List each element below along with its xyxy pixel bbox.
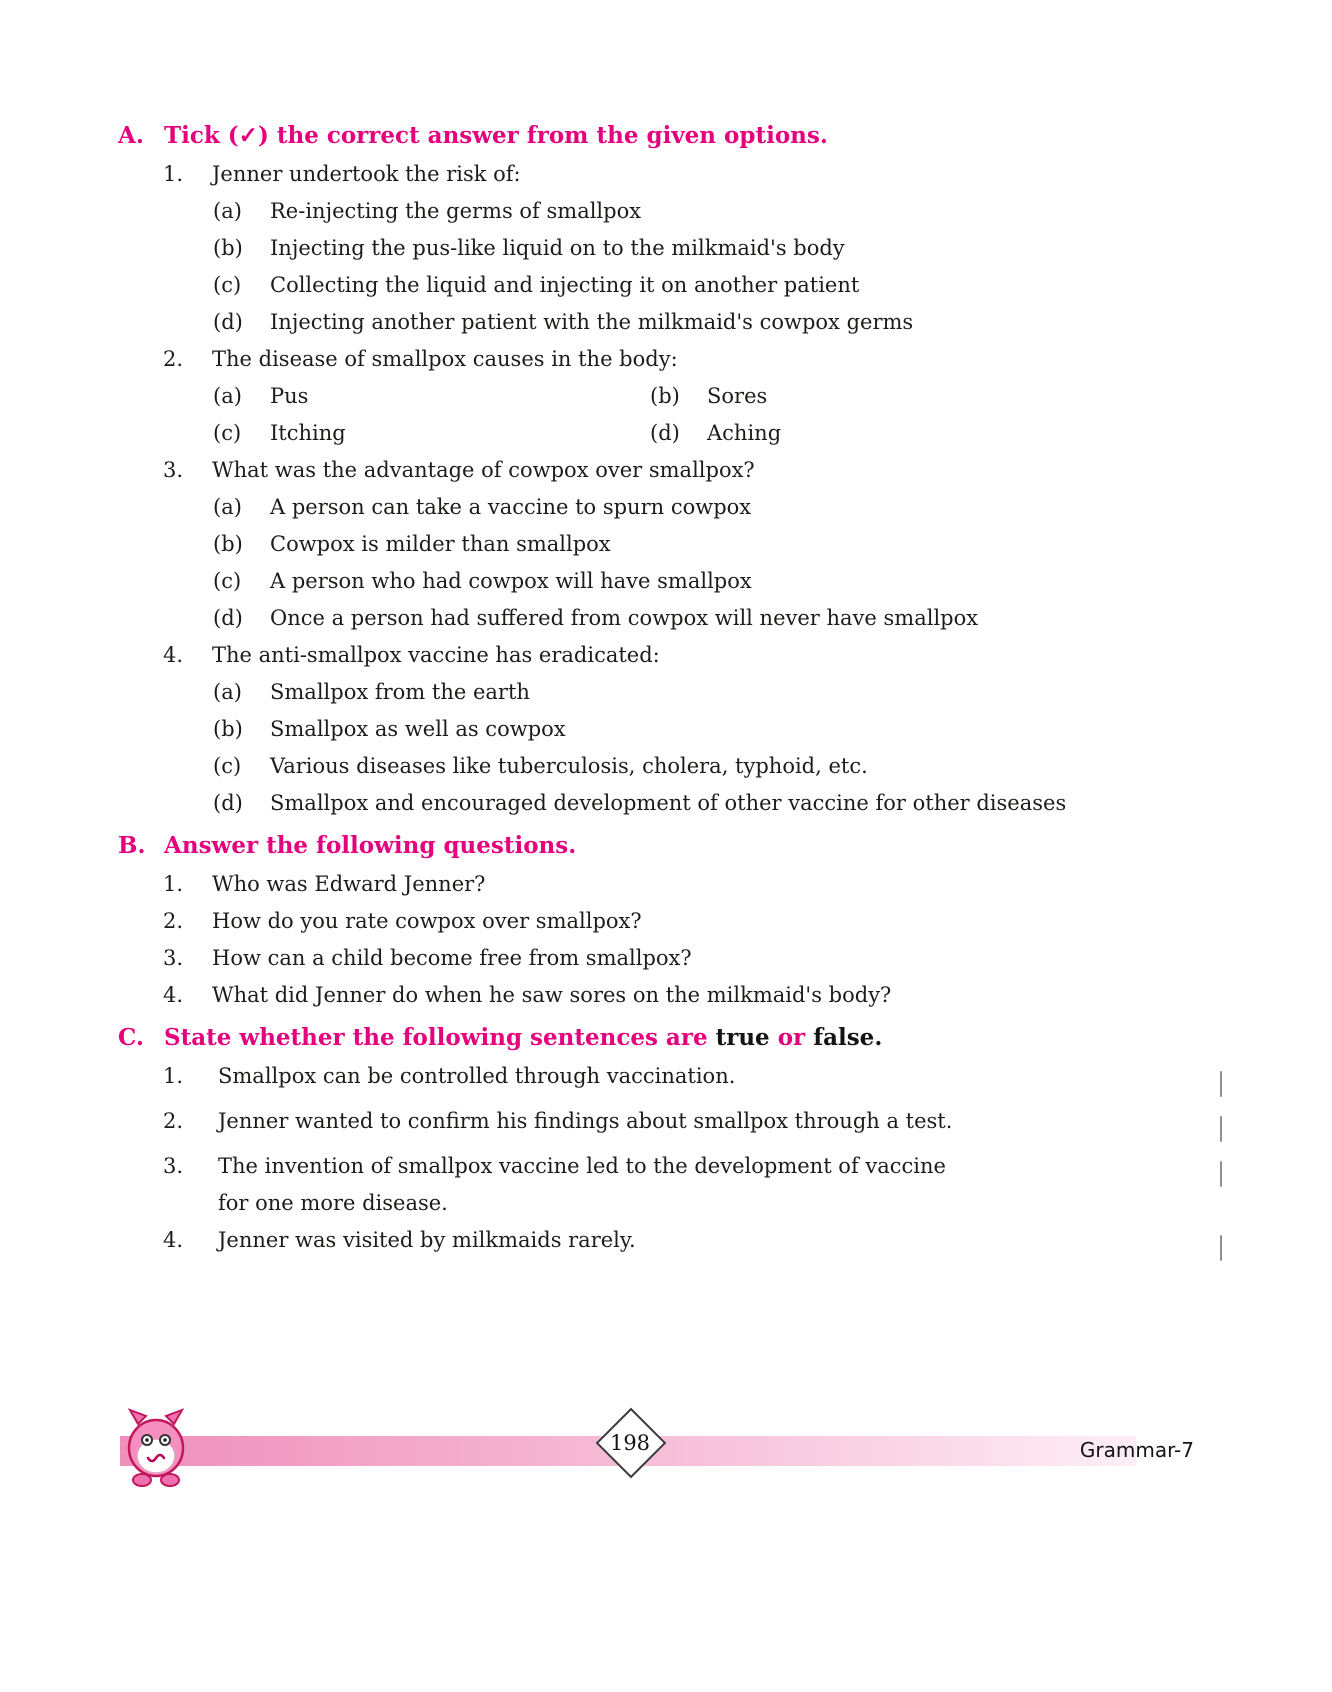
section-a-heading <box>118 116 1222 156</box>
statement-text: Smallpox can be controlled through vaccination. <box>218 1064 736 1088</box>
option-row <box>118 785 1222 822</box>
option-row <box>118 674 1222 711</box>
question <box>118 156 1222 193</box>
option <box>650 378 767 415</box>
option-letter: (a) <box>213 680 242 704</box>
section-a-title: Tick (✓) the correct answer from the given options. <box>164 122 828 149</box>
question <box>118 341 1222 378</box>
option-letter: (c) <box>213 754 242 778</box>
option-letter: (b) <box>213 717 243 741</box>
option-text: Smallpox as well as cowpox <box>270 717 566 741</box>
option-text: Itching <box>270 421 346 445</box>
option-letter: (d) <box>213 606 243 630</box>
word-true: true <box>715 1024 770 1051</box>
question <box>118 903 1222 940</box>
book-label: Grammar-7 <box>1079 1438 1194 1462</box>
question-text: How can a child become free from smallpox? <box>212 946 692 970</box>
option-letter: (a) <box>213 495 242 519</box>
question <box>118 940 1222 977</box>
question <box>118 637 1222 674</box>
section-c-letter: C. <box>118 1024 144 1051</box>
page-number: 198 <box>609 1431 651 1455</box>
option <box>650 415 781 452</box>
option-letter: (c) <box>213 421 242 445</box>
option-text: Various diseases like tuberculosis, cholera, typhoid, etc. <box>270 754 868 778</box>
section-b-title: Answer the following questions. <box>164 832 577 859</box>
option-row <box>118 304 1222 341</box>
option-letter: (d) <box>650 421 680 445</box>
option-text: Injecting the pus-like liquid on to the milkmaid's body <box>270 236 845 260</box>
option-letter: (a) <box>213 199 242 223</box>
question-number: 1. <box>163 162 184 186</box>
option-letter: (d) <box>213 310 243 334</box>
section-b-letter: B. <box>118 832 146 859</box>
question-text: What did Jenner do when he saw sores on the milkmaid's body? <box>212 983 892 1007</box>
option-row <box>118 563 1222 600</box>
question-text: What was the advantage of cowpox over smallpox? <box>212 458 755 482</box>
statement-text: Jenner wanted to confirm his findings about smallpox through a test. <box>218 1109 953 1133</box>
mascot-illustration <box>116 1406 196 1494</box>
true-false-item <box>118 1148 1222 1222</box>
question-number: 1. <box>163 872 184 896</box>
option <box>213 415 650 452</box>
question-text: Who was Edward Jenner? <box>212 872 486 896</box>
option-row <box>118 600 1222 637</box>
question-number: 3. <box>163 1154 184 1178</box>
option-letter: (c) <box>213 569 242 593</box>
option-letter: (b) <box>213 532 243 556</box>
question-number: 4. <box>163 643 184 667</box>
option-text: Cowpox is milder than smallpox <box>270 532 611 556</box>
option-text: A person can take a vaccine to spurn cowpox <box>270 495 752 519</box>
question-number: 2. <box>163 347 184 371</box>
option-text: Once a person had suffered from cowpox will never have smallpox <box>270 606 979 630</box>
option-row <box>118 267 1222 304</box>
true-false-checkbox[interactable] <box>1220 1235 1222 1261</box>
true-false-item <box>118 1222 1222 1267</box>
option-text: Sores <box>707 384 768 408</box>
question-text: Jenner undertook the risk of: <box>212 162 521 186</box>
section-c-title-prefix: State whether the following sentences are <box>164 1024 716 1051</box>
true-false-checkbox[interactable] <box>1220 1161 1222 1187</box>
question-text: The anti-smallpox vaccine has eradicated: <box>212 643 660 667</box>
option-row <box>118 748 1222 785</box>
word-or: or <box>769 1024 814 1051</box>
page-footer <box>0 1412 1332 1508</box>
question <box>118 866 1222 903</box>
section-c-title <box>164 1018 1222 1058</box>
question-number: 3. <box>163 458 184 482</box>
question-number: 2. <box>163 1109 184 1133</box>
option-text: A person who had cowpox will have smallpox <box>270 569 752 593</box>
word-false: false <box>813 1024 875 1051</box>
option-row <box>118 526 1222 563</box>
true-false-checkbox[interactable] <box>1220 1116 1222 1142</box>
question-number: 1. <box>163 1064 184 1088</box>
title-period: . <box>874 1024 883 1051</box>
question-number: 4. <box>163 983 184 1007</box>
option-text: Injecting another patient with the milkmaid's cowpox germs <box>270 310 914 334</box>
option-letter: (d) <box>213 791 243 815</box>
option-text: Smallpox and encouraged development of other vaccine for other diseases <box>270 791 1067 815</box>
statement-text: The invention of smallpox vaccine led to the development of vaccine for one more disease. <box>218 1154 946 1215</box>
question-number: 3. <box>163 946 184 970</box>
option-text: Pus <box>270 384 309 408</box>
question <box>118 977 1222 1014</box>
true-false-checkbox[interactable] <box>1220 1071 1222 1097</box>
option-row <box>118 711 1222 748</box>
question <box>118 452 1222 489</box>
question-text: How do you rate cowpox over smallpox? <box>212 909 642 933</box>
option-text: Smallpox from the earth <box>270 680 530 704</box>
option-letter: (b) <box>213 236 243 260</box>
option-text: Aching <box>707 421 782 445</box>
statement-text: Jenner was visited by milkmaids rarely. <box>218 1228 636 1252</box>
option-row <box>118 193 1222 230</box>
option-row <box>118 230 1222 267</box>
option-row <box>118 489 1222 526</box>
section-c-heading <box>118 1018 1222 1058</box>
true-false-item <box>118 1103 1222 1148</box>
question-number: 2. <box>163 909 184 933</box>
option-text: Collecting the liquid and injecting it on another patient <box>270 273 860 297</box>
option-row <box>118 378 1222 415</box>
question-text: The disease of smallpox causes in the body: <box>212 347 678 371</box>
option-letter: (a) <box>213 384 242 408</box>
option-row <box>118 415 1222 452</box>
option <box>213 378 650 415</box>
true-false-item <box>118 1058 1222 1103</box>
section-a-letter: A. <box>118 122 144 149</box>
option-letter: (b) <box>650 384 680 408</box>
option-text: Re-injecting the germs of smallpox <box>270 199 642 223</box>
section-b-heading <box>118 826 1222 866</box>
option-letter: (c) <box>213 273 242 297</box>
question-number: 4. <box>163 1228 184 1252</box>
